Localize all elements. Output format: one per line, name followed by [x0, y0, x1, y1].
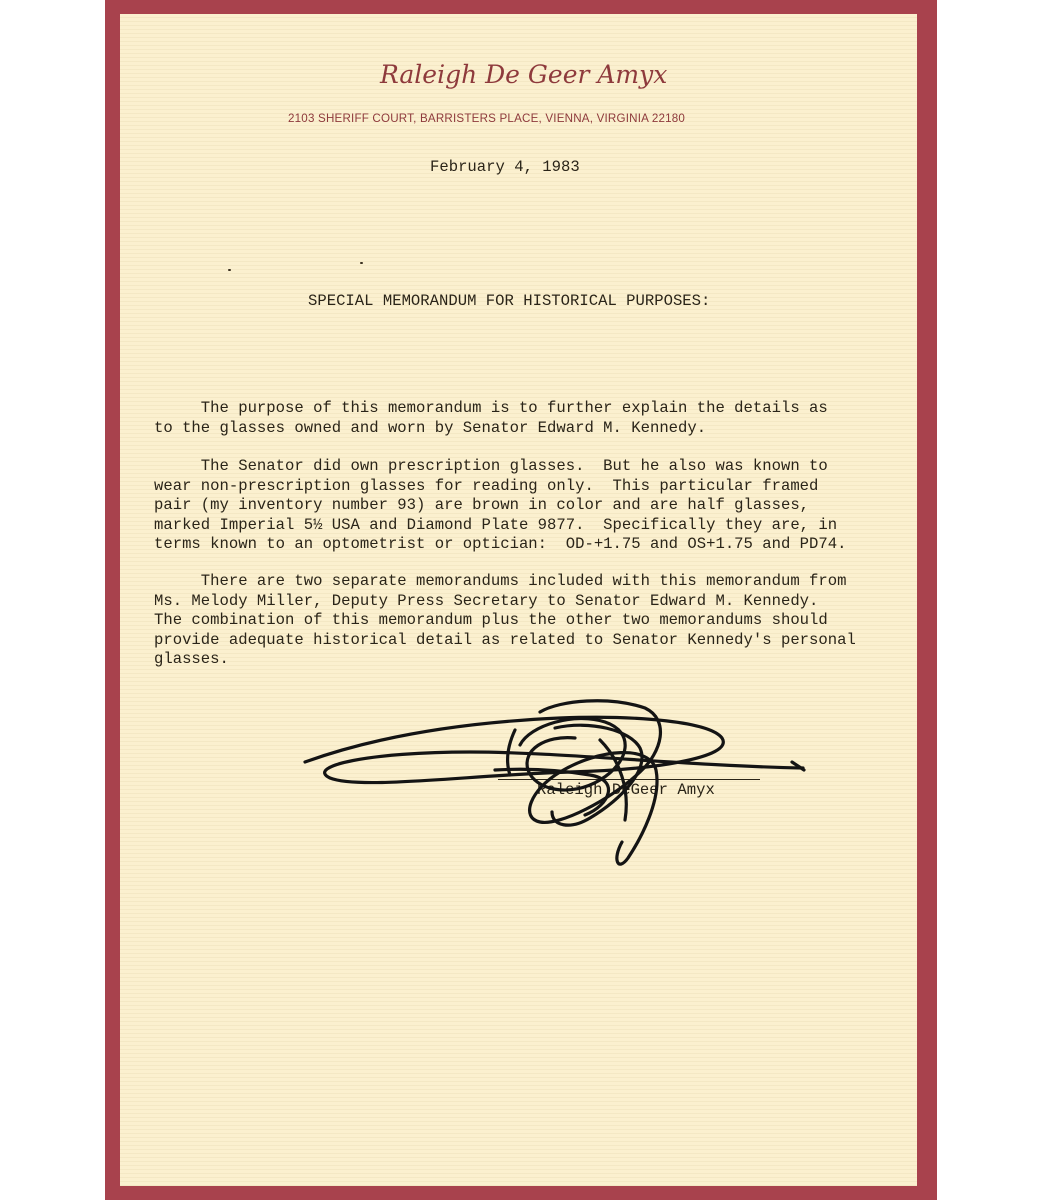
memo-subject: SPECIAL MEMORANDUM FOR HISTORICAL PURPOSES:	[308, 292, 711, 310]
body-paragraph: The purpose of this memorandum is to further explain the details as to the glasses owned and worn by Senator Edward M. Kennedy.	[154, 399, 828, 437]
letter-date: February 4, 1983	[430, 158, 580, 176]
letterhead-name: Raleigh De Geer Amyx	[380, 60, 668, 89]
body-paragraph: The Senator did own prescription glasses. But he also was known to wear non-prescription glasses for reading only. This particular framed pair (my inventory number 93) are brown in color and are half glasses, marked Imperial 5½ USA and Diamond Plate 9877. Specifically they are, in terms known to an optometrist or optician: OD-+1.75 and OS+1.75 and PD74.	[154, 457, 847, 553]
paper-speck	[228, 269, 231, 271]
letterhead-address: 2103 SHERIFF COURT, BARRISTERS PLACE, VIENNA, VIRGINIA 22180	[288, 112, 686, 125]
typed-signature-name: Raleigh DeGeer Amyx	[537, 781, 715, 799]
signature-line	[498, 779, 760, 780]
body-paragraph: There are two separate memorandums included with this memorandum from Ms. Melody Miller, Deputy Press Secretary to Senator Edward M. Kennedy. The combination of this memorandum plus the other two memorandums should provide adequate historical detail as related to Senator Kennedy's personal glasses.	[154, 572, 856, 668]
paper-speck	[360, 262, 363, 264]
